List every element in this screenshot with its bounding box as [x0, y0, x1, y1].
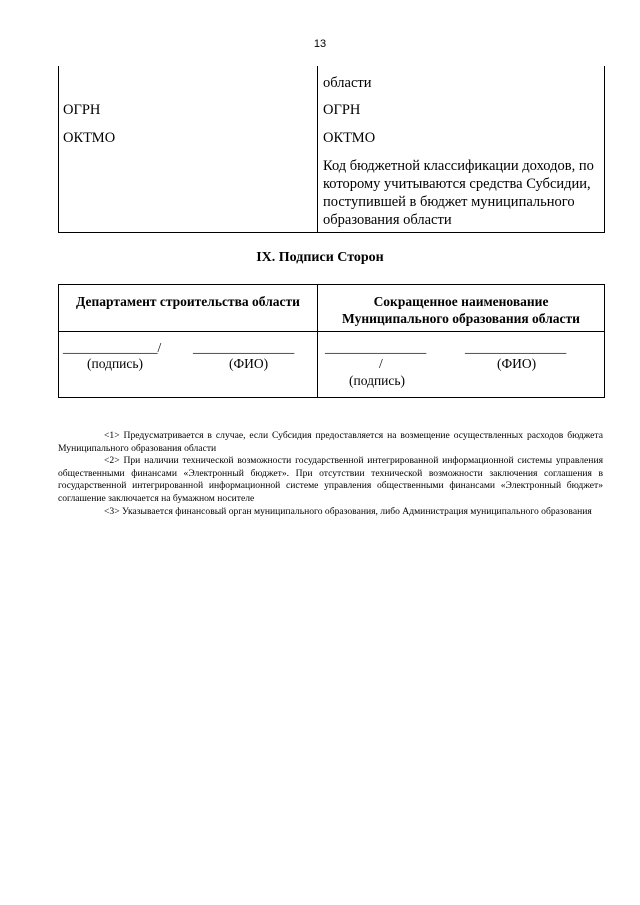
right-signature-line: _______________	[325, 340, 427, 355]
left-name-caption: (ФИО)	[229, 356, 269, 371]
requisites-table	[58, 66, 605, 233]
left-party-header: Департамент строительства области	[76, 294, 300, 309]
column-divider	[317, 285, 318, 397]
requisite-oktmo-left: ОКТМО	[63, 130, 116, 146]
left-name-line: _______________	[193, 340, 295, 355]
footnote-3: <3> Указывается финансовый орган муниципального образования, либо Администрация муниципального образования	[104, 505, 592, 517]
requisite-oktmo-right: ОКТМО	[323, 130, 376, 146]
right-name-line: _______________	[465, 340, 567, 355]
left-sign-caption: (подпись)	[87, 356, 144, 371]
column-divider	[317, 66, 318, 232]
row-divider	[59, 331, 604, 332]
page-number: 13	[313, 38, 327, 50]
right-name-caption: (ФИО)	[497, 356, 537, 371]
right-party-header: Сокращенное наименование Муниципального образования области	[342, 294, 580, 326]
left-signature-line: ______________/	[63, 340, 162, 355]
footnote-1: <1> Предусматривается в случае, если Субсидия предоставляется на возмещение осуществленных расходов бюджета Муниципального образования области	[58, 430, 603, 454]
right-signature-slash: /	[379, 356, 383, 371]
section-title: IX. Подписи Сторон	[256, 250, 384, 265]
right-sign-caption: (подпись)	[349, 373, 406, 388]
requisite-ogrn-right: ОГРН	[323, 102, 361, 118]
requisite-budget-code: Код бюджетной классификации доходов, по которому учитываются средства Субсидии, поступившей в бюджет муниципального образования области	[323, 158, 594, 228]
footnote-2: <2> При наличии технической возможности государственной интегрированной информационной системы управления общественными финансами «Электронный бюджет». При отсутствии технической возможности заключения соглашения в государственной интегрированной информационной системе управления общественными финансами «Электронный бюджет» соглашение заключается на бумажном носителе	[58, 455, 603, 504]
footnotes	[58, 430, 603, 518]
requisite-ogrn-left: ОГРН	[63, 102, 101, 118]
signatures-table	[58, 284, 605, 398]
requisite-region-continuation: области	[323, 75, 372, 91]
